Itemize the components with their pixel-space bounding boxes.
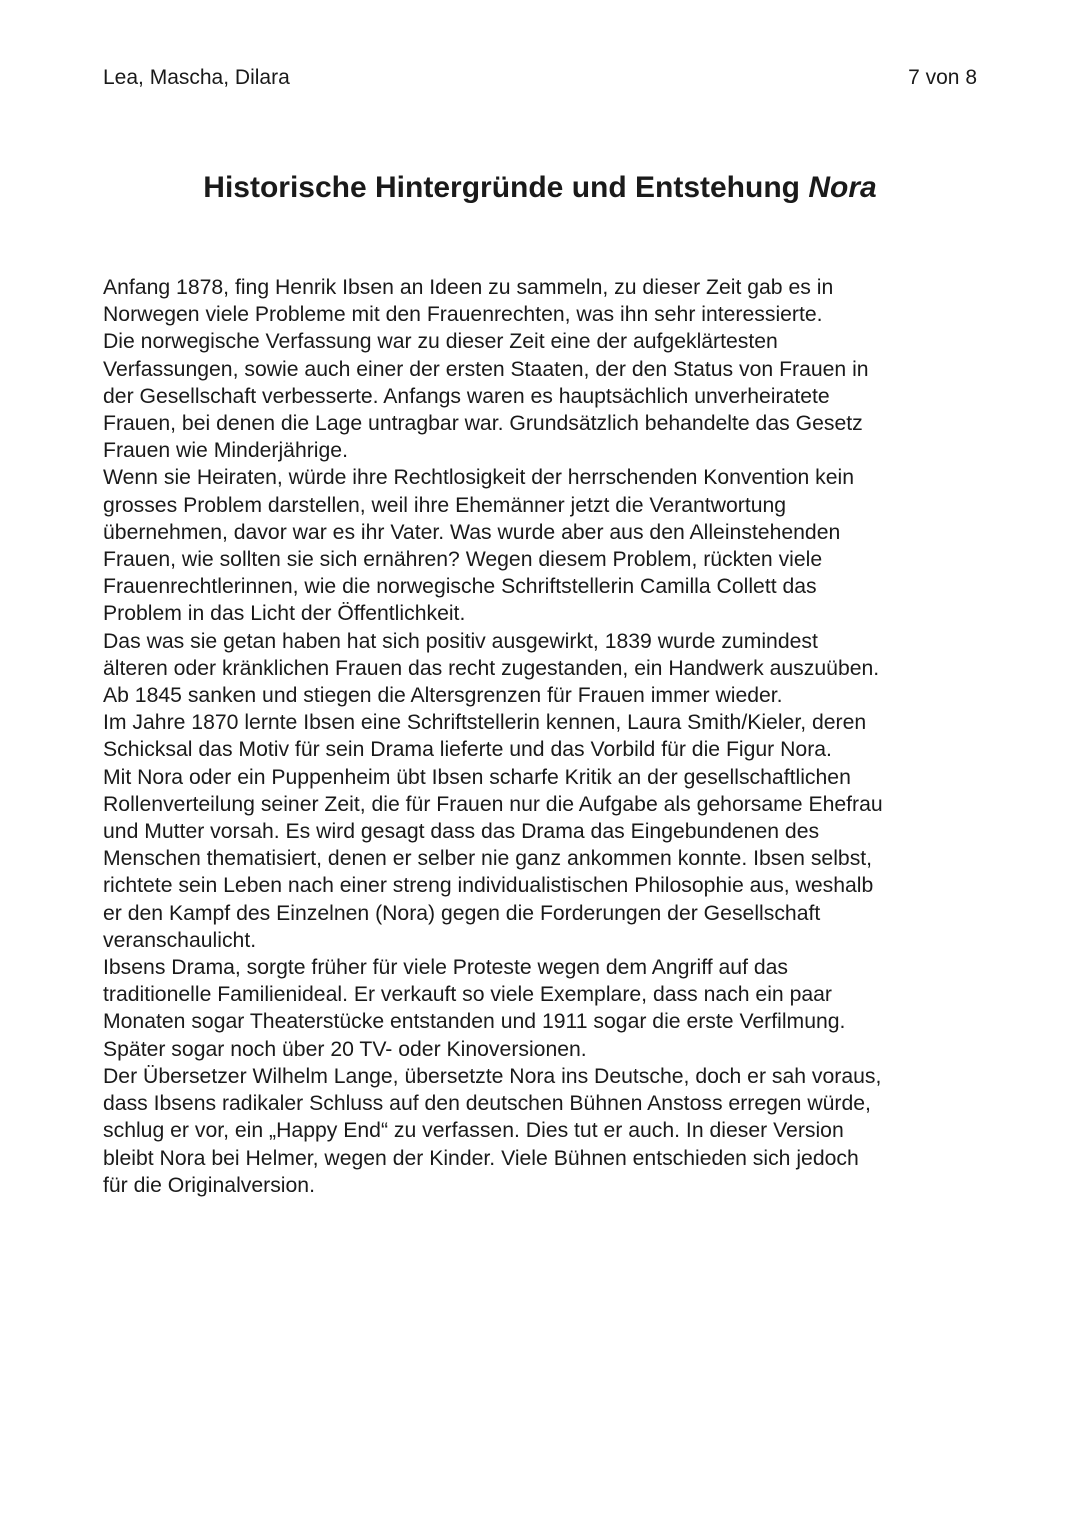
body-text bbox=[103, 274, 983, 1199]
text-line: Norwegen viele Probleme mit den Frauenrechten, was ihn sehr interessierte. bbox=[103, 303, 823, 327]
text-line: älteren oder kränklichen Frauen das recht zugestanden, ein Handwerk auszuüben. bbox=[103, 656, 880, 680]
paragraph bbox=[103, 628, 983, 710]
paragraph bbox=[103, 709, 983, 763]
text-line: traditionelle Familienideal. Er verkauft so viele Exemplare, dass nach ein paar bbox=[103, 983, 832, 1007]
text-line: veranschaulicht. bbox=[103, 928, 257, 952]
text-line: Ibsens Drama, sorgte früher für viele Proteste wegen dem Angriff auf das bbox=[103, 956, 789, 980]
text-line: Mit Nora oder ein Puppenheim übt Ibsen scharfe Kritik an der gesellschaftlichen bbox=[103, 765, 851, 789]
text-line: und Mutter vorsah. Es wird gesagt dass das Drama das Eingebundenen des bbox=[103, 820, 820, 844]
paragraph bbox=[103, 954, 983, 1063]
text-line: Ab 1845 sanken und stiegen die Altersgrenzen für Frauen immer wieder. bbox=[103, 684, 783, 708]
paragraph bbox=[103, 274, 983, 328]
text-line: Frauen wie Minderjährige. bbox=[103, 439, 348, 463]
paragraph bbox=[103, 464, 983, 627]
text-line: Frauen, wie sollten sie sich ernähren? Wegen diesem Problem, rückten viele bbox=[103, 548, 823, 572]
text-line: Frauen, bei denen die Lage untragbar war. Grundsätzlich behandelte das Gesetz bbox=[103, 412, 863, 436]
text-line: grosses Problem darstellen, weil ihre Ehemänner jetzt die Verantwortung bbox=[103, 493, 787, 517]
text-line: Anfang 1878, fing Henrik Ibsen an Ideen zu sammeln, zu dieser Zeit gab es in bbox=[103, 276, 834, 299]
authors-label: Lea, Mascha, Dilara bbox=[103, 66, 290, 89]
text-line: Problem in das Licht der Öffentlichkeit. bbox=[103, 602, 466, 626]
title-main: Historische Hintergründe und Entstehung bbox=[203, 171, 800, 204]
text-line: bleibt Nora bei Helmer, wegen der Kinder. Viele Bühnen entschieden sich jedoch bbox=[103, 1146, 859, 1170]
text-line: Rollenverteilung seiner Zeit, die für Frauen nur die Aufgabe als gehorsame Ehefrau bbox=[103, 792, 883, 816]
paragraph bbox=[103, 764, 983, 954]
text-line: übernehmen, davor war es ihr Vater. Was wurde aber aus den Alleinstehenden bbox=[103, 520, 841, 544]
text-line: Der Übersetzer Wilhelm Lange, übersetzte Nora ins Deutsche, doch er sah voraus, bbox=[103, 1064, 882, 1088]
text-line: Im Jahre 1870 lernte Ibsen eine Schriftstellerin kennen, Laura Smith/Kieler, deren bbox=[103, 711, 867, 735]
text-line: er den Kampf des Einzelnen (Nora) gegen die Forderungen der Gesellschaft bbox=[103, 901, 821, 925]
text-line: Die norwegische Verfassung war zu dieser Zeit eine der aufgeklärtesten bbox=[103, 330, 778, 354]
paragraph bbox=[103, 1063, 983, 1199]
text-line: Frauenrechtlerinnen, wie die norwegische Schriftstellerin Camilla Collett das bbox=[103, 575, 817, 599]
text-line: Schicksal das Motiv für sein Drama lieferte und das Vorbild für die Figur Nora. bbox=[103, 738, 832, 762]
text-line: schlug er vor, ein „Happy End“ zu verfassen. Dies tut er auch. In dieser Version bbox=[103, 1119, 844, 1143]
title-italic: Nora bbox=[808, 171, 877, 204]
text-line: für die Originalversion. bbox=[103, 1173, 315, 1197]
text-line: Das was sie getan haben hat sich positiv ausgewirkt, 1839 wurde zumindest bbox=[103, 629, 818, 653]
text-line: dass Ibsens radikaler Schluss auf den deutschen Bühnen Anstoss erregen würde, bbox=[103, 1092, 871, 1116]
paragraph bbox=[103, 328, 983, 464]
page-title bbox=[60, 168, 1020, 208]
text-line: der Gesellschaft verbesserte. Anfangs waren es hauptsächlich unverheiratete bbox=[103, 384, 830, 408]
page-number: 7 von 8 bbox=[908, 66, 977, 89]
text-line: Verfassungen, sowie auch einer der ersten Staaten, der den Status von Frauen in bbox=[103, 357, 869, 381]
page-header bbox=[103, 63, 977, 93]
text-line: Monaten sogar Theaterstücke entstanden und 1911 sogar die erste Verfilmung. bbox=[103, 1010, 846, 1034]
text-line: Wenn sie Heiraten, würde ihre Rechtlosigkeit der herrschenden Konvention kein bbox=[103, 466, 855, 490]
text-line: Später sogar noch über 20 TV- oder Kinoversionen. bbox=[103, 1037, 587, 1061]
text-line: Menschen thematisiert, denen er selber nie ganz ankommen konnte. Ibsen selbst, bbox=[103, 847, 873, 871]
text-line: richtete sein Leben nach einer streng individualistischen Philosophie aus, weshalb bbox=[103, 874, 874, 898]
